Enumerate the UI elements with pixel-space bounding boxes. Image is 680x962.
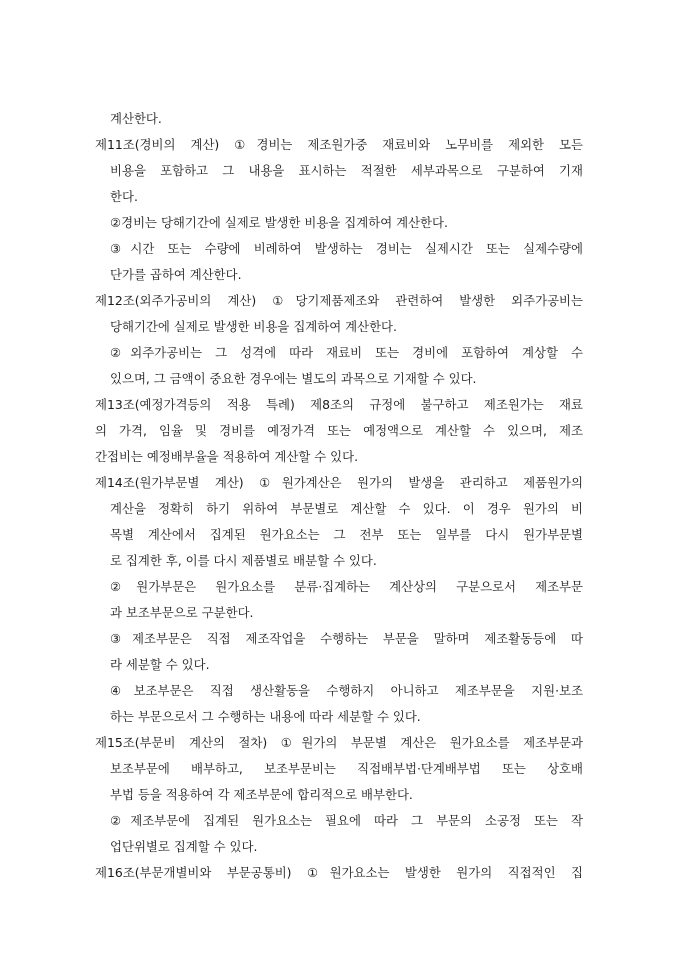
text-line: 목별 계산에서 집계된 원가요소는 그 전부 또는 일부를 다시 원가부문별 <box>110 527 583 542</box>
text-line: 있으며, 그 금액이 중요한 경우에는 별도의 과목으로 기재할 수 있다. <box>110 371 477 386</box>
text-line: 과 보조부문으로 구분한다. <box>110 605 254 620</box>
article-16-heading-line: 제16조(부문개별비와 부문공통비) ①원가요소는 발생한 원가의 직접적인 집 <box>95 865 583 880</box>
article-12-heading-line: 제12조(외주가공비의 계산) ①당기제품제조와 관련하여 발생한 외주가공비는 <box>95 293 583 308</box>
text-line: 비용을 포함하고 그 내용을 표시하는 적절한 세부과목으로 구분하여 기재 <box>110 163 583 178</box>
text-line: 업단위별로 집계할 수 있다. <box>110 839 258 854</box>
text-line: 간접비는 예정배부율을 적용하여 계산할 수 있다. <box>95 449 359 464</box>
article-11-heading-line: 제11조(경비의 계산) ①경비는 제조원가중 재료비와 노무비를 제외한 모든 <box>95 137 583 152</box>
text-line: 부법 등을 적용하여 각 제조부문에 합리적으로 배부한다. <box>110 787 413 802</box>
article-15-heading-line: 제15조(부문비 계산의 절차) ①원가의 부문별 계산은 원가요소를 제조부문과 <box>95 735 583 750</box>
clause-line: ④보조부문은 직접 생산활동을 수행하지 아니하고 제조부문을 지원·보조 <box>110 683 583 698</box>
text-line: 계산을 정확히 하기 위하여 부문별로 계산할 수 있다. 이 경우 원가의 비 <box>110 501 583 516</box>
clause-line: ②원가부문은 원가요소를 분류·집계하는 계산상의 구분으로서 제조부문 <box>110 579 583 594</box>
clause-line: ②제조부문에 집계된 원가요소는 필요에 따라 그 부문의 소공정 또는 작 <box>110 813 583 828</box>
text-line: 라 세분할 수 있다. <box>110 657 210 672</box>
text-line: 하는 부문으로서 그 수행하는 내용에 따라 세분할 수 있다. <box>110 709 421 724</box>
article-13-heading-line: 제13조(예정가격등의 적용 특례) 제8조의 규정에 불구하고 제조원가는 재료 <box>95 397 583 412</box>
text-line: 한다. <box>110 189 138 204</box>
text-line: 의 가격, 임율 및 경비를 예정가격 또는 예정액으로 계산할 수 있으며, 제조 <box>95 423 583 438</box>
article-14-heading-line: 제14조(원가부문별 계산) ①원가계산은 원가의 발생을 관리하고 제품원가의 <box>95 475 583 490</box>
clause-line: ②외주가공비는 그 성격에 따라 재료비 또는 경비에 포함하여 계상할 수 <box>110 345 583 360</box>
text-line: 당해기간에 실제로 발생한 비용을 집계하여 계산한다. <box>110 319 397 334</box>
text-line: 단가를 곱하여 계산한다. <box>110 267 242 282</box>
clause-line: ②경비는 당해기간에 실제로 발생한 비용을 집계하여 계산한다. <box>110 215 448 230</box>
clause-line: ③제조부문은 직접 제조작업을 수행하는 부문을 말하며 제조활동등에 따 <box>110 631 583 646</box>
text-line: 로 집계한 후, 이를 다시 제품별로 배분할 수 있다. <box>110 553 377 568</box>
clause-line: ③시간 또는 수량에 비례하여 발생하는 경비는 실제시간 또는 실제수량에 <box>110 241 583 256</box>
text-line: 계산한다. <box>110 111 162 126</box>
text-line: 보조부문에 배부하고, 보조부문비는 직접배부법·단계배부법 또는 상호배 <box>110 761 583 776</box>
